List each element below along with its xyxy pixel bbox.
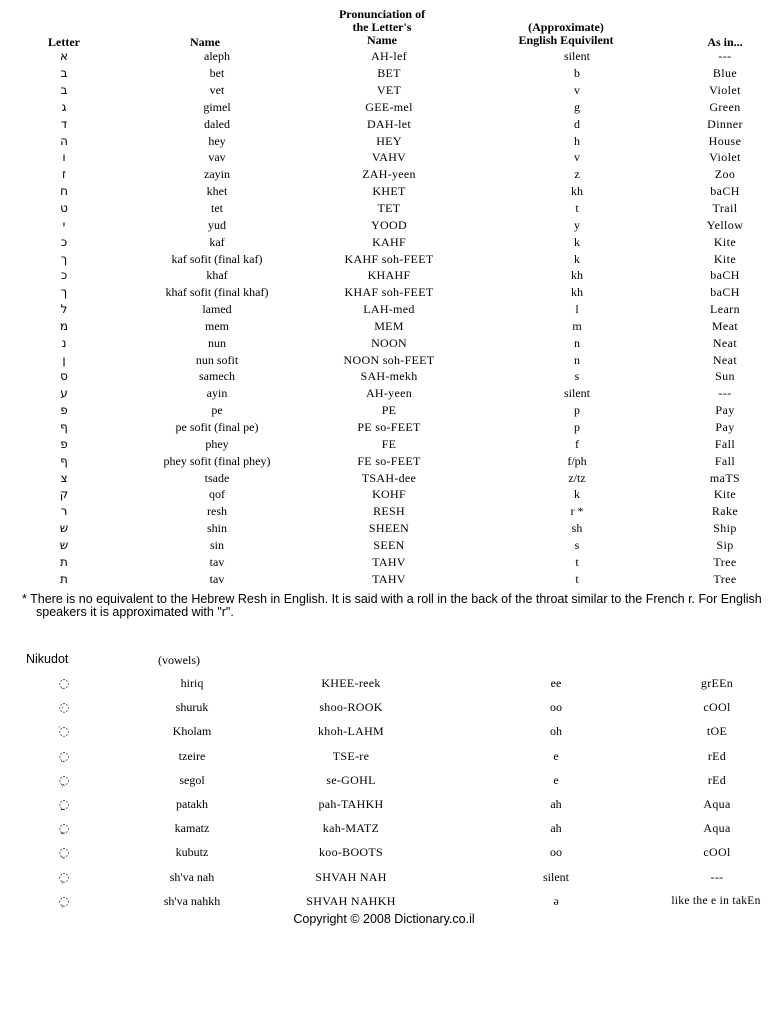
letter-pronunciation: AH-yeen	[365, 386, 413, 401]
letter-row	[0, 536, 768, 553]
letter-as-in-example: Yellow	[706, 217, 744, 232]
vowel-pronunciation: TSE-re	[332, 748, 370, 763]
letter-pronunciation: VAHV	[371, 150, 407, 165]
vowel-mark: ◌ָ	[58, 821, 70, 836]
letter-pronunciation: ZAH-yeen	[362, 167, 416, 182]
letter-row	[0, 301, 768, 318]
header-english-line2: English Equivilent	[518, 33, 614, 47]
vowel-mark: ◌ְ	[58, 869, 70, 884]
letter-row	[0, 65, 768, 82]
letter-glyph: ד	[60, 116, 68, 131]
letter-english-equivalent: b	[574, 66, 580, 81]
letter-glyph: ג	[61, 99, 67, 114]
letter-pronunciation: YOOD	[371, 217, 407, 232]
letter-glyph: ו	[62, 150, 66, 165]
letter-glyph: ב	[60, 83, 68, 98]
letter-glyph: א	[59, 49, 69, 64]
letter-pronunciation: SAH-mekh	[360, 369, 418, 384]
letter-pronunciation: TSAH-dee	[361, 470, 417, 485]
vowel-pronunciation: SHVAH NAHKH	[306, 893, 396, 908]
letter-row	[0, 553, 768, 570]
letter-glyph: ב	[60, 66, 68, 81]
letter-name: phey sofit (final phey)	[163, 453, 271, 468]
letter-name: mem	[205, 318, 229, 333]
letter-row	[0, 183, 768, 200]
letter-glyph: ן	[62, 352, 66, 367]
vowel-pronunciation: koo-BOOTS	[318, 845, 384, 860]
letter-row	[0, 351, 768, 368]
letter-as-in-example: Neat	[712, 335, 738, 350]
letter-name: phey	[205, 436, 229, 451]
letter-pronunciation: GEE-mel	[365, 99, 413, 114]
header-pronunciation	[300, 8, 464, 47]
nikudot-title: Nikudot	[26, 652, 69, 666]
vowel-as-in-example: rEd	[707, 748, 727, 763]
letter-pronunciation: FE	[381, 436, 397, 451]
letter-glyph: כ	[60, 268, 68, 283]
letter-name: vav	[208, 150, 226, 165]
letter-glyph: ף	[60, 453, 68, 468]
letter-glyph: ק	[59, 487, 69, 502]
letter-english-equivalent: t	[575, 571, 579, 586]
vowel-english-equivalent: silent	[543, 869, 569, 884]
letter-name: yud	[208, 217, 226, 232]
letter-pronunciation: KHAF soh-FEET	[344, 285, 434, 300]
letter-name: samech	[199, 369, 235, 384]
letter-name: resh	[207, 504, 227, 519]
letter-row	[0, 402, 768, 419]
letter-pronunciation: TET	[377, 201, 401, 216]
vowel-pronunciation: KHEE-reek	[321, 676, 381, 691]
letter-row	[0, 216, 768, 233]
letter-row	[0, 452, 768, 469]
vowel-english-equivalent: e	[553, 748, 559, 763]
letter-english-equivalent: l	[575, 302, 579, 317]
letter-row	[0, 435, 768, 452]
letter-english-equivalent: kh	[571, 285, 583, 300]
letter-english-equivalent: p	[574, 403, 580, 418]
letter-row	[0, 233, 768, 250]
letter-english-equivalent: r *	[570, 504, 584, 519]
vowel-as-in-example: tOE	[706, 724, 728, 739]
letter-as-in-example: Sip	[716, 537, 734, 552]
letter-as-in-example: Kite	[713, 234, 737, 249]
letter-english-equivalent: s	[574, 369, 580, 384]
letter-as-in-example: Fall	[714, 436, 736, 451]
letter-name: lamed	[202, 302, 232, 317]
letter-glyph: ט	[60, 201, 68, 216]
letter-row	[0, 503, 768, 520]
letter-name: ayin	[206, 386, 228, 401]
letter-glyph: ה	[60, 133, 68, 148]
letter-row	[0, 200, 768, 217]
letter-pronunciation: KOHF	[372, 487, 406, 502]
letter-english-equivalent: sh	[571, 521, 583, 536]
letter-glyph: ס	[60, 369, 68, 384]
letter-row	[0, 284, 768, 301]
letter-english-equivalent: z/tz	[568, 470, 586, 485]
letter-pronunciation: NOON soh-FEET	[343, 352, 435, 367]
letter-as-in-example: Green	[709, 99, 741, 114]
vowel-name: sh'va nah	[169, 869, 215, 884]
letter-name: vet	[209, 83, 225, 98]
letter-row	[0, 520, 768, 537]
letter-name: pe sofit (final pe)	[175, 419, 259, 434]
letter-english-equivalent: n	[574, 352, 580, 367]
letter-as-in-example: Ship	[713, 521, 737, 536]
header-name: Name	[190, 35, 220, 49]
letter-english-equivalent: f/ph	[567, 453, 587, 468]
header-pronunciation-line3: Name	[367, 33, 397, 47]
letter-as-in-example: maTS	[709, 470, 741, 485]
letter-as-in-example: Blue	[712, 66, 738, 81]
letter-as-in-example: Kite	[713, 487, 737, 502]
letter-glyph: י	[62, 217, 66, 232]
letter-english-equivalent: t	[575, 201, 579, 216]
letter-as-in-example: ---	[718, 386, 732, 401]
vowel-row	[0, 719, 768, 743]
header-as-in: As in...	[707, 35, 743, 49]
letter-glyph: ח	[60, 184, 68, 199]
vowel-as-in-example: Aqua	[703, 821, 731, 836]
vowels-table-body	[0, 671, 768, 913]
vowels-table	[0, 671, 768, 913]
letters-table-body	[0, 48, 768, 587]
letter-row	[0, 48, 768, 65]
letter-glyph: ף	[60, 419, 68, 434]
letter-row	[0, 166, 768, 183]
letter-row	[0, 267, 768, 284]
letter-glyph: ע	[60, 386, 68, 401]
vowel-name: kubutz	[175, 845, 209, 860]
letter-as-in-example: Tree	[713, 554, 737, 569]
letter-name: nun	[208, 335, 226, 350]
vowel-row	[0, 865, 768, 889]
letter-row	[0, 250, 768, 267]
letter-name: daled	[204, 116, 230, 131]
vowel-as-in-example: grEEn	[700, 676, 734, 691]
vowel-pronunciation: se-GOHL	[326, 772, 376, 787]
vowel-mark: ◌ּ	[58, 700, 70, 715]
vowel-name: kamatz	[174, 821, 210, 836]
letter-english-equivalent: h	[574, 133, 580, 148]
letter-english-equivalent: n	[574, 335, 580, 350]
letter-row	[0, 149, 768, 166]
letter-english-equivalent: t	[575, 554, 579, 569]
letter-pronunciation: TAHV	[372, 571, 406, 586]
vowel-pronunciation: kah-MATZ	[322, 821, 380, 836]
letter-english-equivalent: v	[574, 83, 580, 98]
letter-english-equivalent: kh	[571, 268, 583, 283]
letter-as-in-example: Learn	[710, 302, 740, 317]
vowel-mark: ◌ֹ	[58, 724, 70, 739]
letter-name: tav	[209, 571, 225, 586]
letter-as-in-example: Pay	[715, 403, 735, 418]
letter-glyph: ש	[59, 537, 69, 552]
letter-english-equivalent: silent	[564, 49, 590, 64]
vowel-mark: ◌ְ	[58, 893, 70, 908]
vowel-row	[0, 792, 768, 816]
letter-pronunciation: BET	[377, 66, 401, 81]
letter-pronunciation: HEY	[376, 133, 402, 148]
letter-name: pe	[211, 403, 223, 418]
letter-english-equivalent: k	[574, 251, 580, 266]
header-english-line1: (Approximate)	[528, 20, 604, 34]
vowel-row	[0, 840, 768, 864]
vowel-name: segol	[179, 772, 205, 787]
letter-name: nun sofit	[195, 352, 239, 367]
letter-name: zayin	[204, 167, 230, 182]
letter-as-in-example: baCH	[710, 268, 740, 283]
letter-pronunciation: KAHF soh-FEET	[344, 251, 434, 266]
letter-pronunciation: MEM	[374, 318, 404, 333]
letter-row	[0, 115, 768, 132]
vowel-as-in-example: like the e in takEn	[671, 894, 761, 907]
letter-english-equivalent: d	[574, 116, 580, 131]
vowel-as-in-example: cOOl	[703, 845, 731, 860]
letter-row	[0, 318, 768, 335]
letter-pronunciation: TAHV	[372, 554, 406, 569]
letter-as-in-example: Tree	[713, 571, 737, 586]
letter-name: khaf sofit (final khaf)	[165, 285, 269, 300]
nikudot-subtitle: (vowels)	[158, 653, 200, 667]
vowel-row	[0, 744, 768, 768]
header-letter: Letter	[48, 35, 80, 49]
letter-english-equivalent: kh	[571, 184, 583, 199]
vowel-name: patakh	[176, 797, 208, 812]
vowel-name: tzeire	[178, 748, 206, 763]
letter-as-in-example: Fall	[714, 453, 736, 468]
letter-pronunciation: PE so-FEET	[357, 419, 421, 434]
vowel-english-equivalent: oo	[550, 700, 562, 715]
letter-as-in-example: Zoo	[714, 167, 736, 182]
vowel-english-equivalent: ah	[550, 797, 562, 812]
vowel-english-equivalent: ə	[553, 893, 559, 908]
vowel-english-equivalent: ee	[550, 676, 562, 691]
letter-english-equivalent: v	[574, 150, 580, 165]
letter-glyph: ר	[60, 504, 68, 519]
letter-pronunciation: LAH-med	[363, 302, 415, 317]
letter-english-equivalent: p	[574, 419, 580, 434]
letter-name: khaf	[206, 268, 228, 283]
letter-english-equivalent: s	[574, 537, 580, 552]
letter-name: tav	[209, 554, 225, 569]
letter-glyph: נ	[61, 335, 67, 350]
letter-pronunciation: RESH	[373, 504, 405, 519]
letter-as-in-example: Rake	[711, 504, 739, 519]
letter-pronunciation: VET	[376, 83, 402, 98]
vowel-name: Kholam	[172, 724, 212, 739]
letter-english-equivalent: m	[572, 318, 582, 333]
letter-name: gimel	[203, 99, 231, 114]
letters-table	[0, 48, 768, 587]
letter-as-in-example: baCH	[710, 285, 740, 300]
letter-name: aleph	[204, 49, 230, 64]
vowel-as-in-example: cOOl	[703, 700, 731, 715]
letter-as-in-example: Trail	[712, 201, 738, 216]
vowel-as-in-example: Aqua	[703, 797, 731, 812]
copyright-notice: Copyright © 2008 Dictionary.co.il	[293, 912, 475, 926]
vowel-as-in-example: rEd	[707, 772, 727, 787]
letter-as-in-example: Dinner	[707, 116, 743, 131]
letter-glyph: ך	[60, 251, 68, 266]
vowel-row	[0, 671, 768, 695]
letter-name: kaf	[209, 234, 225, 249]
letter-english-equivalent: k	[574, 487, 580, 502]
letter-name: kaf sofit (final kaf)	[171, 251, 263, 266]
letter-as-in-example: Meat	[711, 318, 739, 333]
letter-as-in-example: Pay	[715, 419, 735, 434]
letter-english-equivalent: y	[574, 217, 580, 232]
vowel-mark: ◌ֻ	[58, 845, 70, 860]
letter-as-in-example: Kite	[713, 251, 737, 266]
letter-row	[0, 469, 768, 486]
letter-name: khet	[206, 184, 228, 199]
letter-english-equivalent: silent	[564, 386, 590, 401]
letter-name: shin	[206, 521, 227, 536]
letter-as-in-example: Neat	[712, 352, 738, 367]
letter-glyph: ז	[61, 167, 67, 182]
vowel-mark: ◌ֵ	[58, 748, 70, 763]
letter-as-in-example: Violet	[709, 150, 741, 165]
letter-glyph: ת	[60, 554, 68, 569]
vowel-name: sh'va nahkh	[163, 893, 221, 908]
vowel-english-equivalent: oh	[550, 724, 562, 739]
letter-row	[0, 385, 768, 402]
letter-glyph: צ	[60, 470, 68, 485]
letter-pronunciation: KAHF	[372, 234, 406, 249]
vowel-pronunciation: SHVAH NAH	[315, 869, 387, 884]
letter-pronunciation: AH-lef	[371, 49, 407, 64]
vowel-row	[0, 695, 768, 719]
letter-english-equivalent: f	[575, 436, 579, 451]
letter-row	[0, 334, 768, 351]
header-pronunciation-line1: Pronunciation of	[338, 7, 426, 21]
letter-name: qof	[209, 487, 225, 502]
letter-pronunciation: KHAHF	[367, 268, 411, 283]
vowel-row	[0, 816, 768, 840]
letter-glyph: ש	[59, 521, 69, 536]
vowel-pronunciation: shoo-ROOK	[319, 700, 383, 715]
letter-as-in-example: Sun	[715, 369, 735, 384]
letter-glyph: פ	[60, 436, 68, 451]
letter-english-equivalent: g	[574, 99, 580, 114]
vowel-name: hiriq	[180, 676, 204, 691]
letter-row	[0, 486, 768, 503]
letter-row	[0, 132, 768, 149]
letter-pronunciation: DAH-let	[366, 116, 412, 131]
letter-name: bet	[209, 66, 225, 81]
vowel-english-equivalent: oo	[550, 845, 562, 860]
letter-row	[0, 570, 768, 587]
letter-as-in-example: baCH	[710, 184, 740, 199]
letter-pronunciation: SHEEN	[368, 521, 410, 536]
letter-row	[0, 368, 768, 385]
vowel-row	[0, 889, 768, 913]
letter-pronunciation: PE	[381, 403, 397, 418]
letter-glyph: פ	[60, 403, 68, 418]
vowel-as-in-example: ---	[710, 869, 724, 884]
letter-as-in-example: House	[708, 133, 742, 148]
vowel-english-equivalent: ah	[550, 821, 562, 836]
letter-english-equivalent: k	[574, 234, 580, 249]
letter-glyph: ך	[60, 285, 68, 300]
vowel-mark: ◌ַ	[58, 797, 70, 812]
letter-as-in-example: ---	[718, 49, 732, 64]
vowel-english-equivalent: e	[553, 772, 559, 787]
letter-pronunciation: NOON	[371, 335, 407, 350]
letter-row	[0, 82, 768, 99]
letter-glyph: ל	[60, 302, 68, 317]
letter-pronunciation: SEEN	[373, 537, 405, 552]
header-pronunciation-line2: the Letter's	[352, 20, 412, 34]
letter-glyph: מ	[59, 318, 69, 333]
letter-name: hey	[208, 133, 226, 148]
letter-glyph: כ	[60, 234, 68, 249]
vowel-mark: ◌ִ	[58, 676, 70, 691]
letter-as-in-example: Violet	[709, 83, 741, 98]
header-english	[468, 21, 664, 47]
letter-english-equivalent: z	[574, 167, 580, 182]
letter-pronunciation: KHET	[372, 184, 406, 199]
letter-name: tsade	[204, 470, 230, 485]
letter-name: sin	[209, 537, 224, 552]
vowel-row	[0, 768, 768, 792]
vowel-pronunciation: khoh-LAHM	[317, 724, 385, 739]
letter-row	[0, 99, 768, 116]
letter-name: tet	[211, 201, 223, 216]
vowel-name: shuruk	[175, 700, 209, 715]
vowel-mark: ◌ֶ	[58, 772, 70, 787]
resh-footnote: * There is no equivalent to the Hebrew Resh in English. It is said with a roll in the back of the throat similar to the French r. For English speakers it is approximated with "r".	[22, 592, 762, 619]
letter-glyph: ת	[60, 571, 68, 586]
vowel-pronunciation: pah-TAHKH	[318, 797, 384, 812]
letter-row	[0, 419, 768, 436]
letter-pronunciation: FE so-FEET	[357, 453, 421, 468]
